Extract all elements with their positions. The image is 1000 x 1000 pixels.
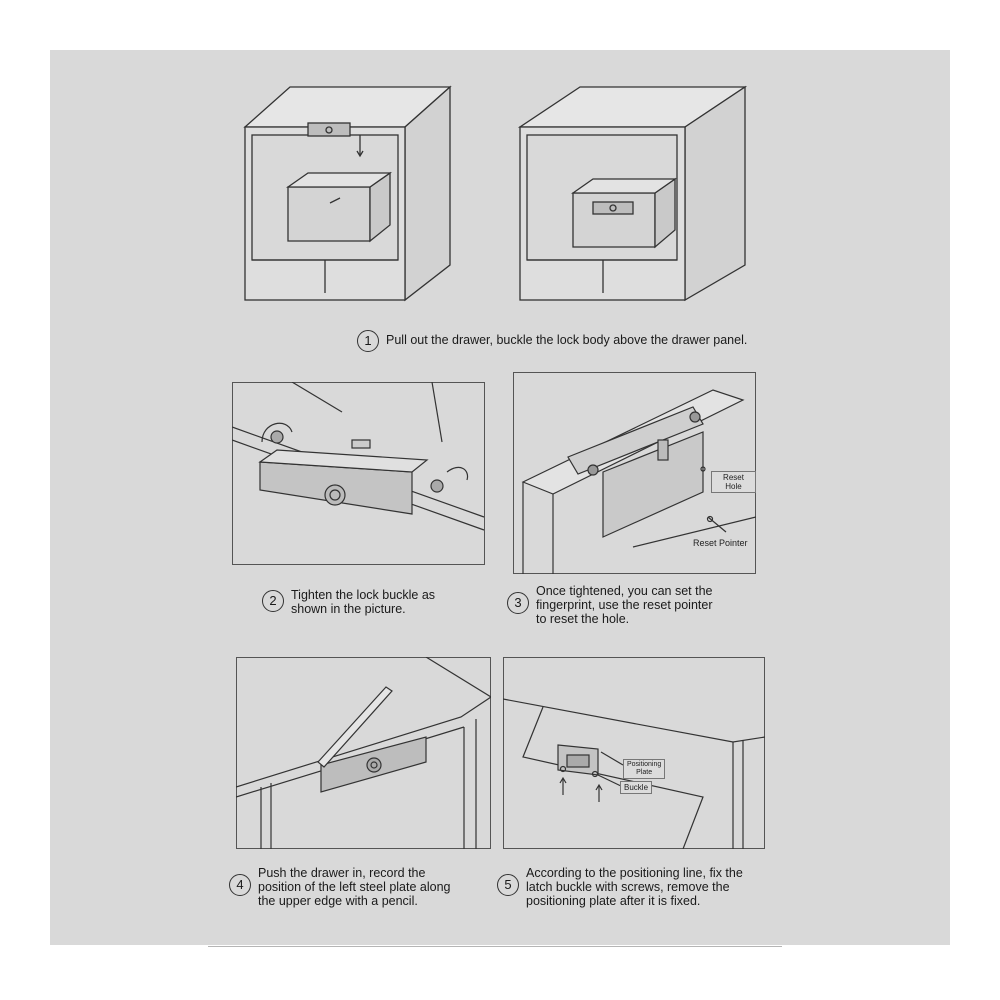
step-3-caption bbox=[507, 584, 713, 626]
step-1-number: 1 bbox=[357, 330, 379, 352]
step-1-text: Pull out the drawer, buckle the lock body above the drawer panel. bbox=[386, 333, 748, 347]
step-5-number: 5 bbox=[497, 874, 519, 896]
positioning-plate-label: Positioning Plate bbox=[623, 759, 665, 779]
pencil-marking-illustration bbox=[236, 657, 491, 849]
step-5-caption bbox=[497, 866, 743, 908]
step-2-text: Tighten the lock buckle as shown in the picture. bbox=[291, 588, 436, 616]
step-4-caption bbox=[229, 866, 451, 908]
reset-pointer-label: Reset Pointer bbox=[693, 538, 748, 548]
cabinet-lock-installed-illustration bbox=[515, 75, 750, 305]
reset-hole-label: Reset Hole bbox=[711, 471, 756, 493]
step-4-text: Push the drawer in, record the position of the left steel plate along the upper edge with a pencil. bbox=[258, 866, 451, 908]
step-2-number: 2 bbox=[262, 590, 284, 612]
reset-hole-illustration bbox=[513, 372, 756, 574]
step-3-text: Once tightened, you can set the fingerprint, use the reset pointer to reset the hole. bbox=[536, 584, 713, 626]
bottom-divider bbox=[208, 946, 782, 947]
step-5-text: According to the positioning line, fix the latch buckle with screws, remove the positioning plate after it is fixed. bbox=[526, 866, 743, 908]
instruction-panel bbox=[50, 50, 950, 945]
positioning-plate-illustration bbox=[503, 657, 765, 849]
step-3-number: 3 bbox=[507, 592, 529, 614]
step-4-number: 4 bbox=[229, 874, 251, 896]
tighten-buckle-illustration bbox=[232, 382, 485, 565]
cabinet-drawer-open-illustration bbox=[240, 75, 455, 305]
buckle-label: Buckle bbox=[620, 781, 652, 794]
step-1-caption bbox=[357, 330, 747, 352]
step-2-caption bbox=[262, 588, 435, 616]
